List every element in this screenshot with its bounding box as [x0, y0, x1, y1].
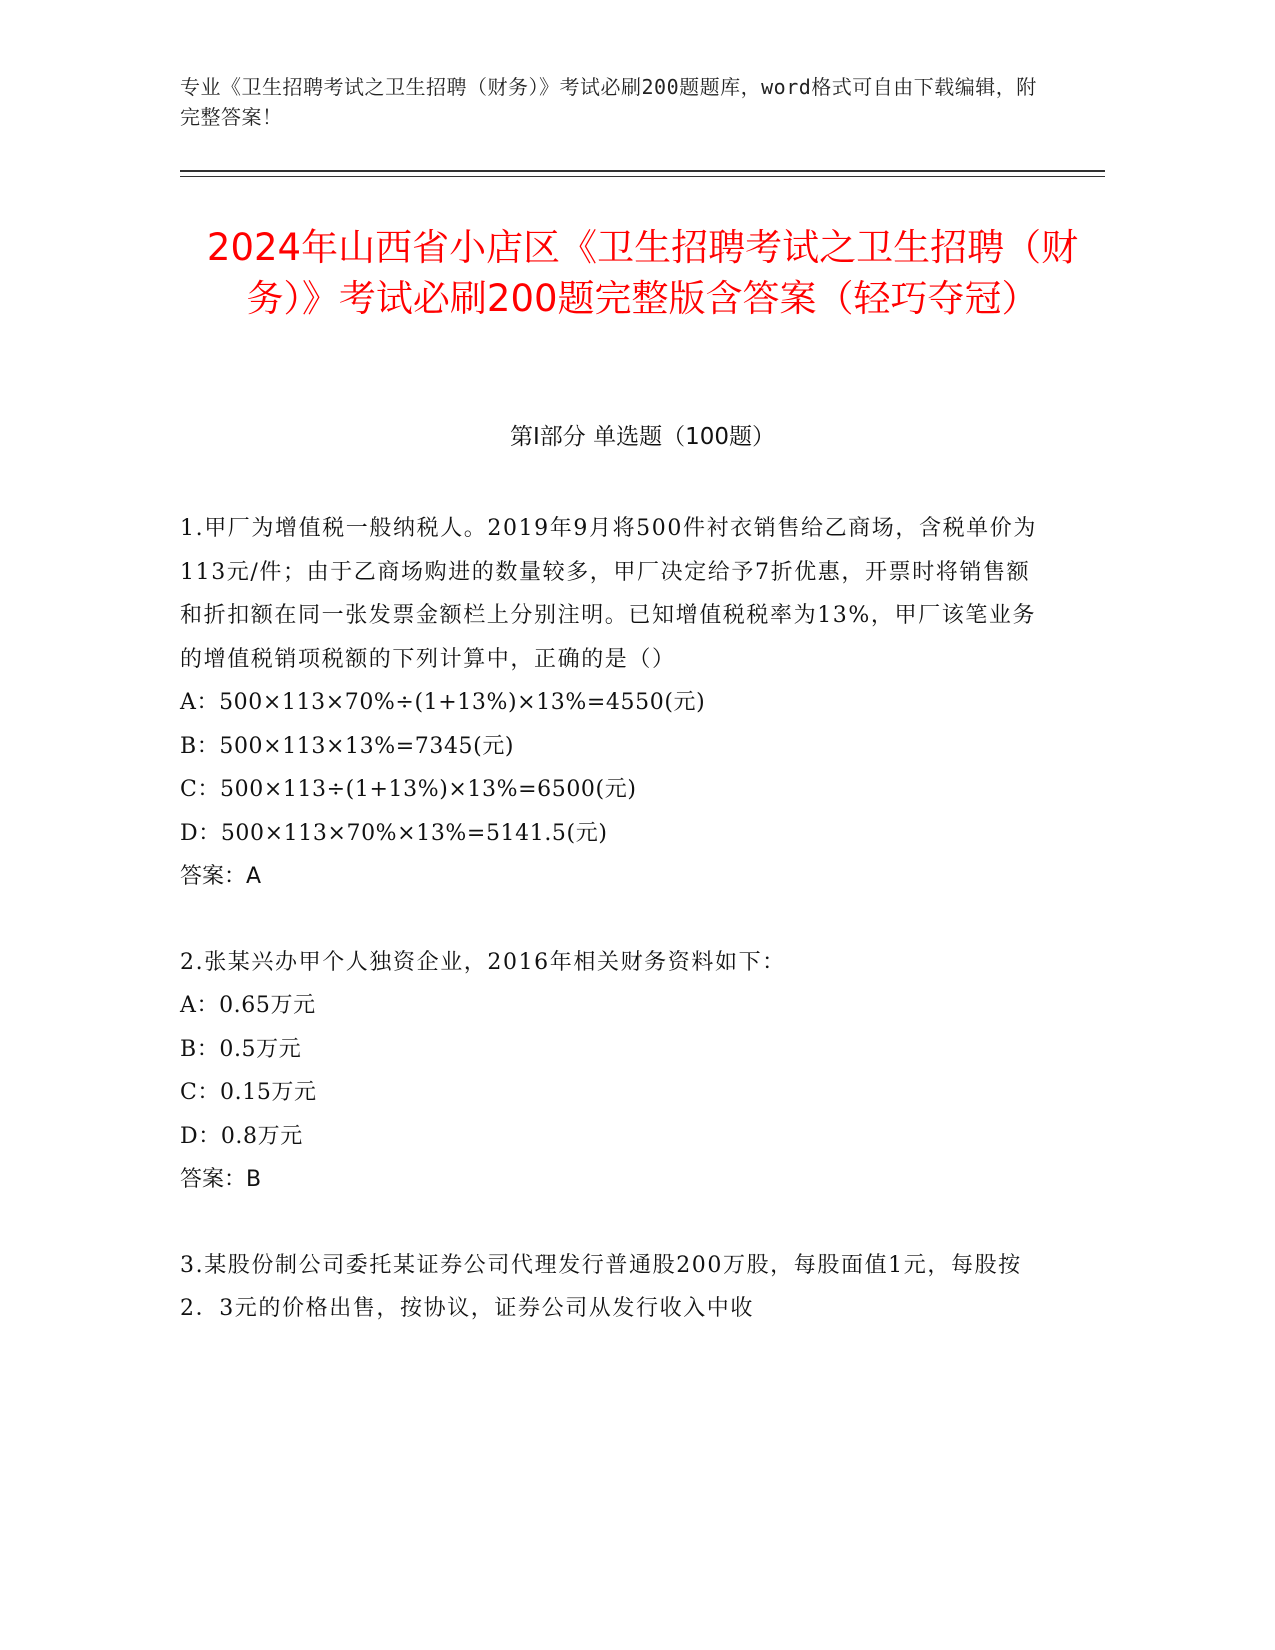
- question-list: [180, 507, 1040, 1373]
- option-c: C：0.15万元: [180, 1080, 317, 1105]
- option-c: C：500×113÷(1+13%)×13%=6500(元): [180, 777, 637, 802]
- question-item: [180, 507, 1040, 899]
- option-b: B：0.5万元: [180, 1036, 302, 1062]
- question-stem: 3.某股份制公司委托某证券公司代理发行普通股200万股，每股面值1元，每股按2．3元的价格出售，按协议，证券公司从发行收入中收: [180, 1252, 1022, 1321]
- answer-text: 答案：A: [180, 864, 262, 889]
- question-item: [180, 1244, 1040, 1331]
- header-divider-thin: [180, 176, 1105, 177]
- option-d: D：0.8万元: [180, 1123, 303, 1149]
- question-item: [180, 941, 1040, 1202]
- section-heading: 第I部分 单选题（100题）: [510, 424, 775, 450]
- header-divider-thick: [180, 170, 1105, 172]
- question-stem: 1.甲厂为增值税一般纳税人。2019年9月将500件衬衣销售给乙商场，含税单价为113元/件；由于乙商场购进的数量较多，甲厂决定给予7折优惠，开票时将销售额和折扣额在同一张发票金额栏上分别注明。已知增值税税率为13%，甲厂该笔业务的增值税销项税额的下列计算中，正确的是（）: [180, 516, 1037, 672]
- option-a: A：0.65万元: [180, 993, 316, 1018]
- option-a: A：500×113×70%÷(1+13%)×13%=4550(元): [180, 690, 706, 715]
- header-note: 专业《卫生招聘考试之卫生招聘（财务）》考试必刷200题题库，word格式可自由下载编辑，附完整答案！: [180, 75, 1037, 129]
- option-d: D：500×113×70%×13%=5141.5(元): [180, 820, 608, 846]
- document-title: 2024年山西省小店区《卫生招聘考试之卫生招聘（财务）》考试必刷200题完整版含答案（轻巧夺冠）: [206, 226, 1079, 320]
- question-stem: 2.张某兴办甲个人独资企业，2016年相关财务资料如下：: [180, 949, 786, 975]
- option-b: B：500×113×13%=7345(元): [180, 733, 515, 759]
- answer-text: 答案：B: [180, 1167, 262, 1192]
